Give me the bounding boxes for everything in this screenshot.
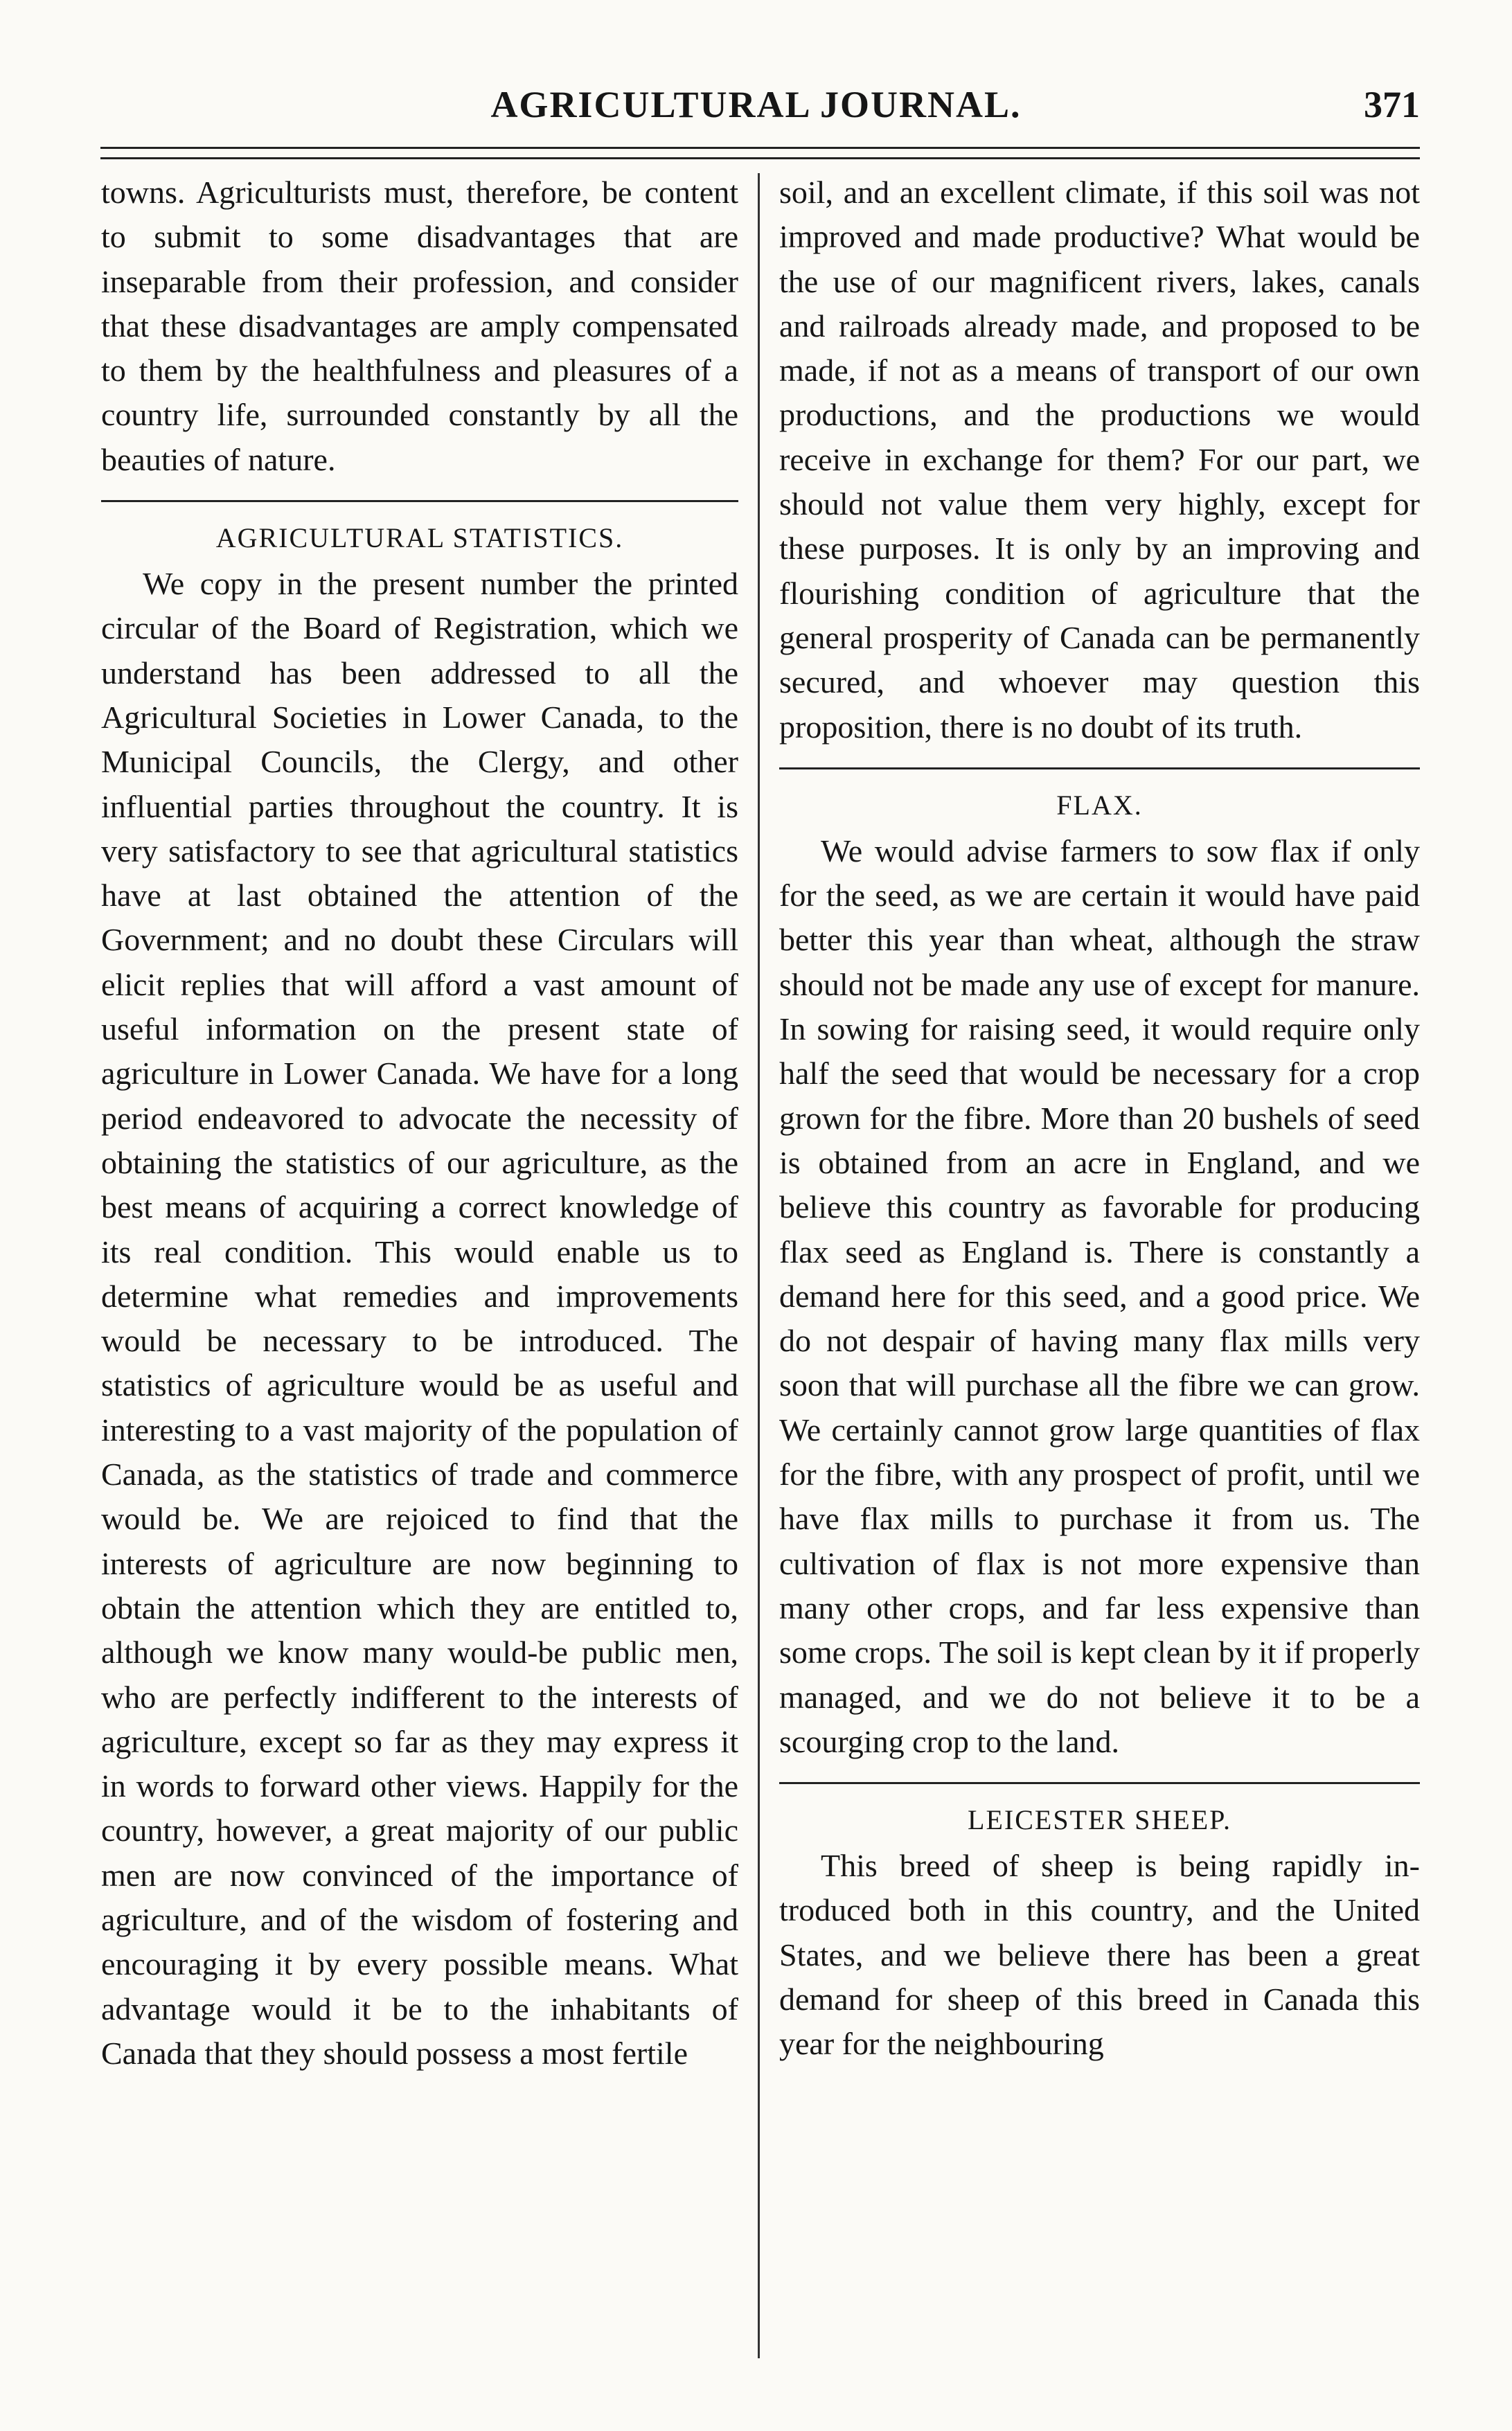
section-heading-leicester-sheep: LEICESTER SHEEP. [968, 1804, 1231, 1836]
opening-paragraph: towns. Agriculturists must, therefore, be content to submit to some disadvantages that are inseparable from their profession, and consider that these disadvantages are amply compensated to them by the healthfulness and pleasures of a country life, surrounded constantly by all the beauties of nature. [101, 175, 738, 477]
section-heading-agricultural-statistics: AGRICULTURAL STATISTICS. [215, 522, 624, 554]
agricultural-statistics-body: We copy in the present number the printed circular of the Board of Registration, which we understand has been addressed to all the Agricultural Societies in Lower Canada, to the Municipal Councils, the Clergy, and other influential parties throughout the country. It is very satisfactory to see that agricultural statistics have at last obtained the attention of the Government; and no doubt these Circulars will elicit replies that will afford a vast amount of useful information on the present state of agriculture in Lower Canada. We have for a long period endeavored to advocate the necessity of obtaining the statistics of our agriculture, as the best means of acquiring a correct knowledge of its real condition. This would enable us to determine what remedies and improvements would be necessary to be introduced. The statistics of agriculture would be as useful and interesting to a vast majority of the population of Canada, as the statistics of trade and commerce would be. We are rejoiced to find that the interests of agriculture are now beginning to obtain the attention which they are entitled to, although we know many would-be public men, who are perfectly indifferent to the interests of agriculture, except so far as they may express it in words to forward other views. Happily for the country, however, a great majority of our public men are now convinced of the importance of agriculture, and of the wisdom of fostering and encouraging it by every possible means. What advantage would it be to the inhabitants of Canada that they should possess a most fertile [101, 566, 738, 2071]
page-header [0, 83, 1512, 139]
section-rule [101, 500, 738, 502]
right-column [779, 170, 1420, 2067]
running-title: AGRICULTURAL JOURNAL. [490, 84, 1022, 125]
page-number: 371 [1364, 84, 1420, 125]
section-heading-flax: FLAX. [1056, 789, 1143, 821]
continued-paragraph: soil, and an excellent climate, if this soil was not improved and made productive? What would be the use of our magnificent rivers, lakes, canals and railroads already made, and proposed to be made, if not as a means of transport of our own productions, and the productions we would receive in exchange for them? For our part, we should not value them very highly, except for these purposes. It is only by an improving and flourishing condition of agriculture that the general prosperity of Canada can be permanently secured, and whoever may question this proposition, there is no doubt of its truth. [779, 175, 1420, 745]
flax-body: We would advise farmers to sow flax if only for the seed, as we are certain it would have paid better this year than wheat, although the straw should not be made any use of except for manure. In sowing for raising seed, it would require only half the seed that would be necessary for a crop grown for the fibre. More than 20 bushels of seed is obtained from an acre in England, and we believe this country as favorable for producing flax seed as England is. There is constantly a demand here for this seed, and a good price. We do not despair of having many flax mills very soon that will purchase all the fibre we can grow. We certainly cannot grow large quantities of flax for the fibre, with any prospect of profit, until we have flax mills to purchase it from us. The cultivation of flax is not more expensive than many other crops, and far less expensive than some crops. The soil is kept clean by it if properly managed, and we do not believe it to be a scourging crop to the land. [779, 832, 1420, 1759]
left-column [101, 170, 738, 2076]
column-divider [758, 173, 760, 2358]
leicester-sheep-body: This breed of sheep is being rapidly introduced both in this country, and the United States, and we believe there has been a great demand for sheep of this breed in Canada this year for the neighbouring [779, 1848, 1420, 2062]
section-rule [779, 1782, 1420, 1784]
section-rule [779, 767, 1420, 769]
header-double-rule [100, 147, 1420, 159]
